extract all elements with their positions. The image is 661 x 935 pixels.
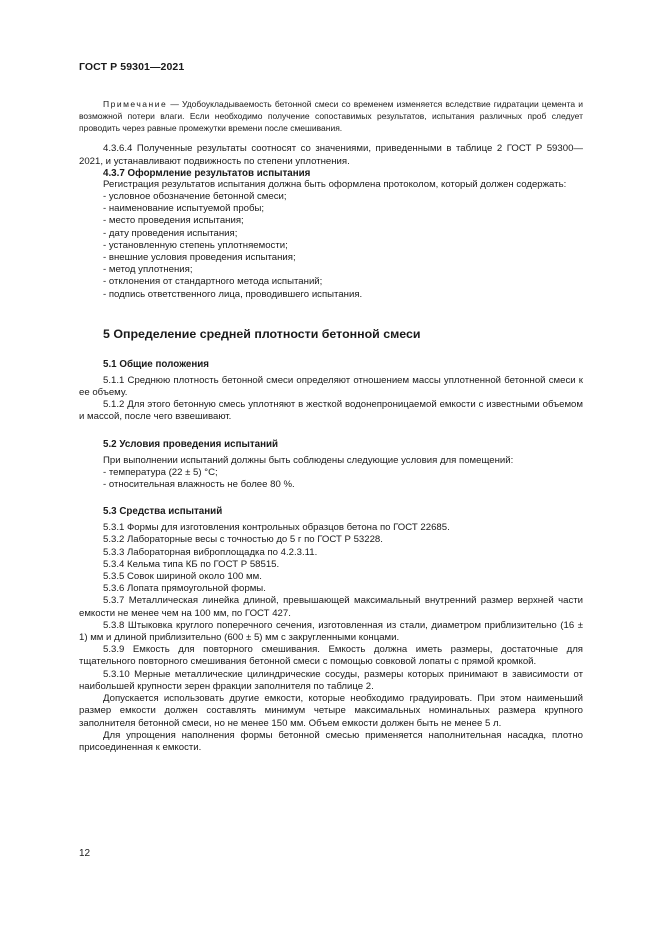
- paragraph-5-3-6: 5.3.6 Лопата прямоугольной формы.: [103, 583, 266, 595]
- paragraph-4-3-7-intro: Регистрация результатов испытания должна быть оформлена протоколом, который должен содержать:: [103, 178, 567, 190]
- paragraph-5-3-7: 5.3.7 Металлическая линейка длиной, превышающей максимальный внутренний размер верхней части емкости не менее чем на 100 мм, по ГОСТ 427.: [79, 595, 583, 619]
- paragraph-5-3-2: 5.3.2 Лабораторные весы с точностью до 5 г по ГОСТ Р 53228.: [103, 534, 383, 546]
- note-label: Примечание: [103, 99, 168, 109]
- list-item: - условное обозначение бетонной смеси;: [103, 191, 287, 202]
- heading-4-3-7: 4.3.7 Оформление результатов испытания: [103, 167, 311, 179]
- list-item: - наименование испытуемой пробы;: [103, 203, 265, 215]
- standard-header: ГОСТ Р 59301—2021: [79, 61, 185, 73]
- paragraph-5-1-2: 5.1.2 Для этого бетонную смесь уплотняют в жесткой водонепроницаемой емкости с известными объемом и массой, после чего взвешивают.: [79, 399, 583, 423]
- paragraph-5-3-10: 5.3.10 Мерные металлические цилиндрические сосуды, размеры которых принимают в зависимости от наибольшей крупности зерен фракции заполнителя по таблице 2.: [79, 668, 583, 692]
- list-item: - место проведения испытания;: [103, 215, 244, 227]
- note-dash: —: [167, 99, 182, 109]
- section-5-title: 5 Определение средней плотности бетонной смеси: [103, 326, 421, 341]
- page-number: 12: [79, 848, 91, 859]
- list-item: - отклонения от стандартного метода испытаний;: [103, 276, 323, 288]
- protocol-list: [79, 191, 583, 301]
- paragraph-5-2-intro: При выполнении испытаний должны быть соблюдены следующие условия для помещений:: [103, 454, 514, 466]
- paragraph-5-3-4: 5.3.4 Кельма типа КБ по ГОСТ Р 58515.: [103, 558, 280, 570]
- list-item: - внешние условия проведения испытания;: [103, 252, 296, 264]
- heading-5-1: 5.1 Общие положения: [103, 358, 210, 370]
- paragraph-5-3-10-nozzle: Для упрощения наполнения формы бетонной смесью применяется наполнительная насадка, плотно присоединенная к емкости.: [79, 729, 583, 753]
- paragraph-5-3-10-note: Допускается использовать другие емкости, которые необходимо градуировать. При этом наименьший размер емкости должен составлять минимум четыре максимальных номинальных размера крупного заполнителя бетонной смеси, но не менее 150 мм. Объем емкости должен быть не менее 5 л.: [79, 693, 583, 729]
- paragraph-5-3-3: 5.3.3 Лабораторная виброплощадка по 4.2.3.11.: [103, 546, 318, 558]
- note-paragraph: [79, 99, 583, 134]
- list-item: - метод уплотнения;: [103, 264, 193, 276]
- paragraph-5-3-8: 5.3.8 Штыковка круглого поперечного сечения, изготовленная из стали, диаметром приблизительно (16 ± 1) мм и длиной приблизительно (600 ± 5) мм с закругленными концами.: [79, 619, 583, 644]
- list-item: - установленную степень уплотняемости;: [103, 239, 288, 251]
- list-item: - относительная влажность не более 80 %.: [103, 479, 295, 491]
- paragraph-5-3-9: 5.3.9 Емкость для повторного смешивания. Емкость должна иметь размеры, достаточные для тщательного повторного смешивания бетонной смеси с помощью совковой лопаты с прямой кромкой.: [79, 644, 583, 668]
- heading-5-3: 5.3 Средства испытаний: [103, 506, 223, 518]
- list-item: - температура (22 ± 5) °C;: [103, 466, 218, 478]
- note-text: Удобоукладываемость бетонной смеси со временем изменяется вследствие гидратации цемента и возможной потери влаги. Если необходимо получение сопоставимых результатов, испытания различных проб следует проводить через равные промежутки времени после смешивания.: [79, 99, 583, 133]
- list-item: - дату проведения испытания;: [103, 227, 238, 239]
- list-item: - подпись ответственного лица, проводившего испытания.: [103, 288, 363, 300]
- paragraph-5-3-5: 5.3.5 Совок шириной около 100 мм.: [103, 571, 262, 583]
- paragraph-4-3-6-4: 4.3.6.4 Полученные результаты соотносят со значениями, приведенными в таблице 2 ГОСТ Р 59300—2021, и устанавливают подвижность по степени уплотнения.: [79, 143, 583, 167]
- paragraph-5-3-1: 5.3.1 Формы для изготовления контрольных образцов бетона по ГОСТ 22685.: [103, 522, 450, 534]
- paragraph-5-1-1: 5.1.1 Среднюю плотность бетонной смеси определяют отношением массы уплотненной бетонной смеси к ее объему.: [79, 374, 583, 399]
- page-body: [79, 99, 583, 754]
- heading-5-2: 5.2 Условия проведения испытаний: [103, 438, 279, 450]
